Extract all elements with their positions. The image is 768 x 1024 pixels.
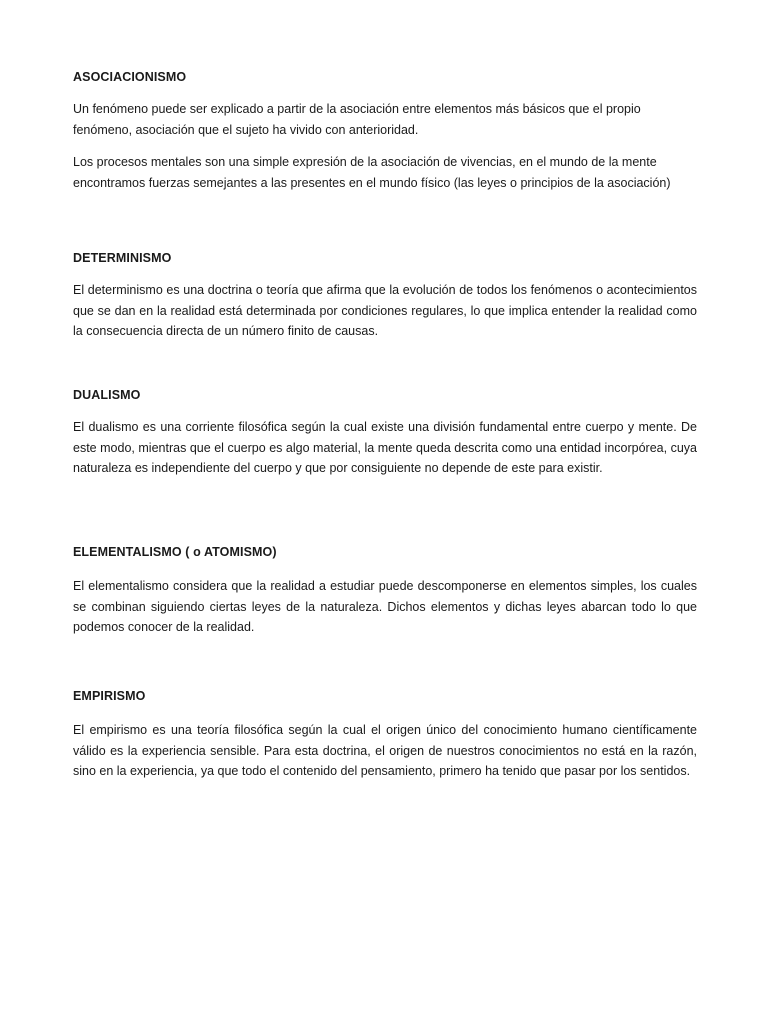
- section-heading: ASOCIACIONISMO: [73, 70, 187, 84]
- section-heading: DUALISMO: [73, 388, 141, 402]
- section-paragraph: Los procesos mentales son una simple expresión de la asociación de vivencias, en el mundo de la mente encontramos fuerzas semejantes a las presentes en el mundo físico (las leyes o principios de la asociación): [73, 155, 671, 190]
- section-determinismo: [73, 250, 697, 342]
- section-heading: DETERMINISMO: [73, 251, 172, 265]
- section-empirismo: [73, 688, 697, 782]
- section-dualismo: [73, 387, 697, 479]
- section-asociacionismo: [73, 69, 697, 193]
- section-elementalismo: [73, 544, 697, 638]
- section-paragraph: El determinismo es una doctrina o teoría que afirma que la evolución de todos los fenómenos o acontecimientos que se dan en la realidad está determinada por condiciones regulares, lo que implica entender la realidad como la consecuencia directa de un número finito de causas.: [73, 283, 697, 339]
- section-heading: ELEMENTALISMO ( o ATOMISMO): [73, 545, 277, 559]
- section-paragraph: Un fenómeno puede ser explicado a partir de la asociación entre elementos más básicos que el propio fenómeno, asociación que el sujeto ha vivido con anterioridad.: [73, 102, 641, 137]
- section-paragraph: El elementalismo considera que la realidad a estudiar puede descomponerse en elementos simples, los cuales se combinan siguiendo ciertas leyes de la naturaleza. Dichos elementos y dichas leyes abarcan todo lo que podemos conocer de la realidad.: [73, 579, 697, 635]
- section-heading: EMPIRISMO: [73, 689, 146, 703]
- section-paragraph: El empirismo es una teoría filosófica según la cual el origen único del conocimiento humano científicamente válido es la experiencia sensible. Para esta doctrina, el origen de nuestros conocimientos no está en la razón, sino en la experiencia, ya que todo el contenido del pensamiento, primero ha tenido que pasar por los sentidos.: [73, 723, 697, 779]
- section-paragraph: El dualismo es una corriente filosófica según la cual existe una división fundamental entre cuerpo y mente. De este modo, mientras que el cuerpo es algo material, la mente queda descrita como una entidad incorpórea, cuya naturaleza es independiente del cuerpo y que por consiguiente no depende de este para existir.: [73, 420, 697, 476]
